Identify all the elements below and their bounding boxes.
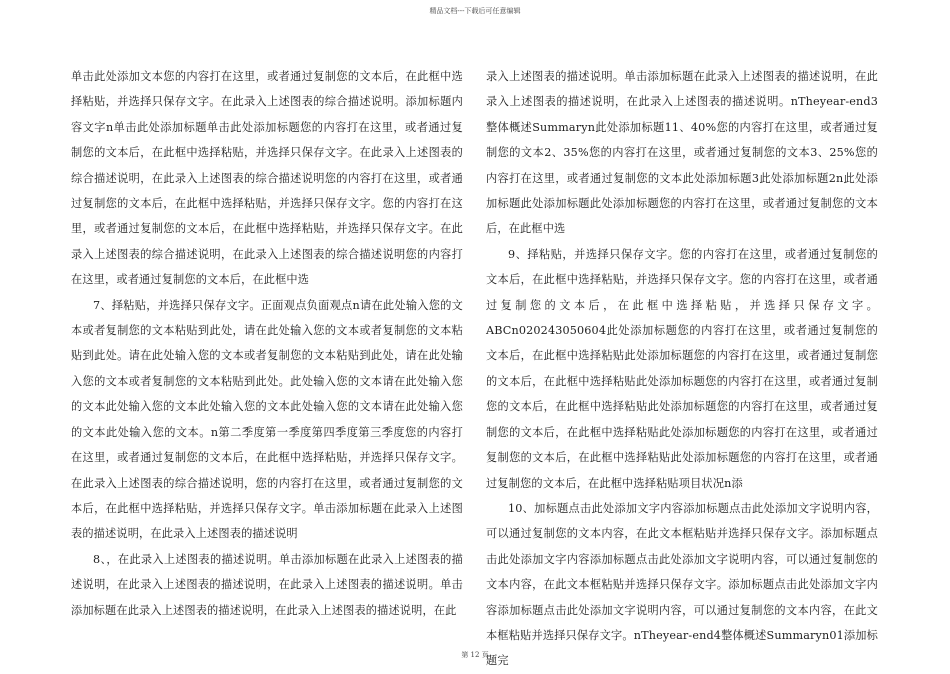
paragraph: 7、择粘贴，并选择只保存文字。正面观点负面观点n请在此处输入您的文本或者复制您的文本粘贴到此处，请在此处输入您的文本或者复制您的文本粘贴到此处。请在此处输入您的文本或者复制您的文本粘贴到此处，请在此处输入您的文本或者复制您的文本粘贴到此处。此处输入您的文本请在此处输入您的文本此处输入您的文本此处输入您的文本此处输入您的文本请在此处输入您的文本此处输入您的文本。n第二季度第一季度第四季度第三季度您的内容打在这里，或者通过复制您的文本后，在此框中选择粘贴，并选择只保存文字。在此录入上述图表的综合描述说明，您的内容打在这里，或者通过复制您的文本后，在此框中选择粘贴，并选择只保存文字。单击添加标题在此录入上述图表的描述说明，在此录入上述图表的描述说明 [71, 298, 463, 541]
paragraph: 8、，在此录入上述图表的描述说明。单击添加标题在此录入上述图表的描述说明，在此录入上述图表的描述说明，在此录入上述图表的描述说明。单击添加标题在此录入上述图表的描述说明，在此录入上述图表的描述说明，在此 [71, 552, 463, 617]
page-number: 第 12 页 [461, 651, 489, 659]
paragraph: 录入上述图表的描述说明。单击添加标题在此录入上述图表的描述说明，在此录入上述图表的描述说明，在此录入上述图表的描述说明。nTheyear-end3整体概述Summaryn此处添加标题11、40%您的内容打在这里，或者通过复制您的文本2、35%您的内容打在这里，或者通过复制您的文本3、25%您的内容打在这里，或者通过复制您的文本此处添加标题3此处添加标题2n此处添加标题此处添加标题此处添加标题您的内容打在这里，或者通过复制您的文本后，在此框中选 [486, 70, 878, 236]
paragraph: 单击此处添加文本您的内容打在这里，或者通过复制您的文本后，在此框中选择粘贴，并选择只保存文字。在此录入上述图表的综合描述说明。添加标题内容文字n单击此处添加标题单击此处添加标题您的内容打在这里，或者通过复制您的文本后，在此框中选择粘贴，并选择只保存文字。在此录入上述图表的综合描述说明，在此录入上述图表的综合描述说明您的内容打在这里，或者通过复制您的文本后，在此框中选择粘贴，并选择只保存文字。您的内容打在这里，或者通过复制您的文本后，在此框中选择粘贴，并选择只保存文字。在此录入上述图表的综合描述说明，在此录入上述图表的综合描述说明您的内容打在这里，或者通过复制您的文本后，在此框中选 [71, 70, 463, 287]
page-header: 精品文档---下载后可任意编辑 [429, 7, 521, 15]
left-text-column [71, 64, 463, 623]
paragraph: 9、择粘贴，并选择只保存文字。您的内容打在这里，或者通过复制您的文本后，在此框中选择粘贴，并选择只保存文字。您的内容打在这里，或者通过复制您的文本后，在此框中选择粘贴，并选择只保存文字。ABCn020243050604此处添加标题您的内容打在这里，或者通过复制您的文本后，在此框中选择粘贴此处添加标题您的内容打在这里，或者通过复制您的文本后，在此框中选择粘贴此处添加标题您的内容打在这里，或者通过复制您的文本后，在此框中选择粘贴此处添加标题您的内容打在这里，或者通过复制您的文本后，在此框中选择粘贴此处添加标题您的内容打在这里，或者通过复制您的文本后，在此框中选择粘贴此处添加标题您的内容打在这里，或者通过复制您的文本后，在此框中选择粘贴项目状况n添 [486, 247, 878, 490]
right-text-column [486, 64, 878, 674]
paragraph: 10、加标题点击此处添加文字内容添加标题点击此处添加文字说明内容，可以通过复制您的文本内容，在此文本框粘贴并选择只保存文字。添加标题点击此处添加文字内容添加标题点击此处添加文字说明内容，可以通过复制您的文本内容，在此文本框粘贴并选择只保存文字。添加标题点击此处添加文字内容添加标题点击此处添加文字说明内容，可以通过复制您的文本内容，在此文本框粘贴并选择只保存文字。nTheyear-end4整体概述Summaryn01添加标题完 [486, 501, 878, 668]
